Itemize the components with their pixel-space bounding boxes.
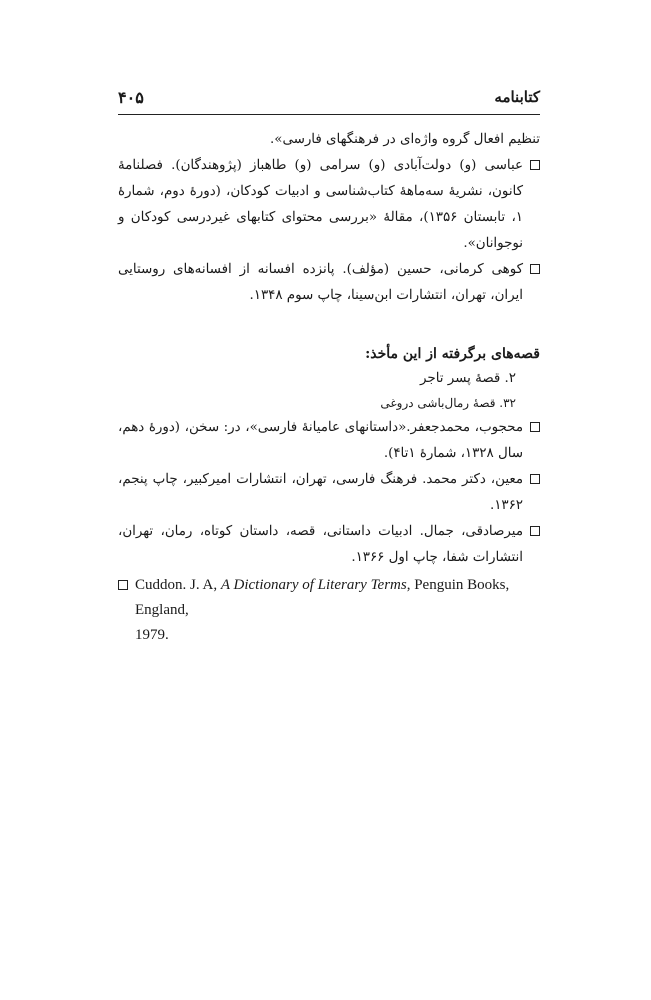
reference-entry	[118, 153, 540, 257]
latin-author: Cuddon. J. A,	[135, 577, 221, 593]
checkbox-icon	[530, 422, 540, 432]
checkbox-icon	[530, 264, 540, 274]
reference-entry	[118, 415, 540, 467]
checkbox-icon	[530, 160, 540, 170]
sources-heading: قصه‌های برگرفته از این مأخذ:	[365, 346, 540, 362]
reference-text: معین، دکتر محمد. فرهنگ فارسی، تهران، انتشارات امیرکبیر، چاپ پنجم، ۱۳۶۲.	[118, 472, 523, 513]
reference-text: میرصادقی، جمال. ادبیات داستانی، قصه، داستان کوتاه، رمان، تهران، انتشارات شفا، چاپ اول ۱۳۶۶.	[118, 524, 523, 565]
reference-entry	[118, 257, 540, 309]
running-title: کتابنامه	[494, 88, 540, 106]
page-number: ۴۰۵	[118, 88, 144, 107]
reference-entry	[118, 519, 540, 571]
checkbox-icon	[118, 580, 128, 590]
reference-text: عباسی (و) دولت‌آبادی (و) سرامی (و) طاهباز (پژوهندگان). فصلنامهٔ کانون، نشریهٔ سه‌ماههٔ کتاب‌شناسی و ادبیات کودکان، (دورهٔ دوم، شمارهٔ ۱، تابستان ۱۳۵۶)، مقالهٔ «بررسی محتوای کتابهای غیردرسی کودکان و نوجوانان».	[118, 158, 523, 251]
reference-text: کوهی کرمانی، حسین (مؤلف). پانزده افسانه از افسانه‌های روستایی ایران، تهران، انتشارات ابن‌سینا، چاپ سوم ۱۳۴۸.	[118, 262, 523, 303]
reference-entry	[118, 467, 540, 519]
running-header	[118, 86, 540, 115]
continuation-line: تنظیم افعال گروه واژه‌ای در فرهنگهای فارسی».	[270, 132, 540, 147]
source-item: ۳۲. قصهٔ رمال‌باشی دروغی	[380, 396, 516, 410]
source-item: ۲. قصهٔ پسر تاجر	[420, 371, 516, 386]
latin-reference-entry	[118, 573, 540, 648]
latin-year: 1979.	[135, 627, 169, 643]
bibliography-body	[118, 127, 540, 648]
latin-title: A Dictionary of Literary Terms	[220, 577, 407, 593]
checkbox-icon	[530, 474, 540, 484]
latin-publisher: , Penguin Books, England,	[135, 577, 510, 618]
reference-text: محجوب، محمدجعفر.«داستانهای عامیانهٔ فارسی»، در: سخن، (دورهٔ دهم، سال ۱۳۲۸، شمارهٔ ۱تا۴).	[118, 420, 523, 461]
checkbox-icon	[530, 526, 540, 536]
